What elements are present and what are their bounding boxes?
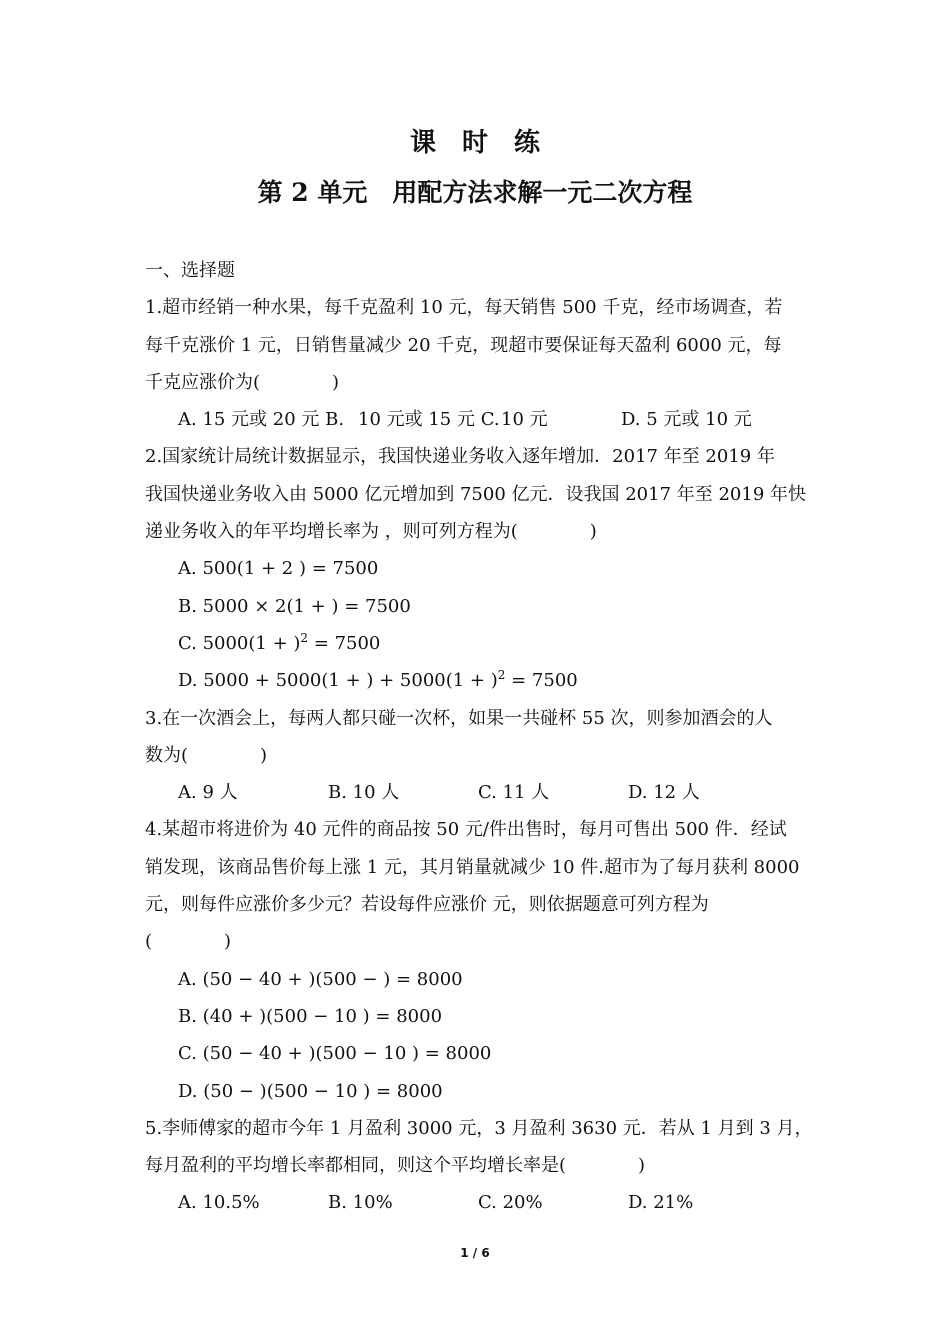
question-5-options (145, 1184, 810, 1221)
option-b: B. 10 人 (328, 782, 400, 804)
option-b: B. (40 + )(500 − 10 ) = 8000 (178, 1005, 443, 1027)
question-5-line-2: 每月盈利的平均增长率都相同，则这个平均增长率是( ) (145, 1155, 646, 1177)
option-c (145, 625, 810, 662)
section-heading: 一、选择题 (145, 260, 235, 281)
page-title: 课时练 (409, 128, 566, 158)
question-4-line-1: 4.某超市将进价为 40 元件的商品按 50 元/件出售时，每月可售出 500 件．经试 (145, 819, 787, 841)
option-c-text: C. 5000(1 + ) (178, 632, 301, 654)
question-1-line-3: 千克应涨价为( ) (145, 371, 340, 393)
option-a: A. 10.5% (178, 1192, 260, 1214)
option-a: A. 500(1 + 2 ) = 7500 (178, 558, 379, 580)
page-subtitle: 第 2 单元 用配方法求解一元二次方程 (257, 178, 693, 207)
option-d (145, 662, 810, 699)
option-d-text: D. 5000 + 5000(1 + ) + 5000(1 + ) (178, 670, 498, 692)
question-1-options (145, 401, 810, 438)
question-list (145, 252, 813, 1222)
question-4-line-2: 销发现，该商品售价每上涨 1 元，其月销量就减少 10 件.超市为了每月获利 8000 (145, 856, 800, 878)
option-d: D. (50 − )(500 − 10 ) = 8000 (178, 1080, 443, 1102)
option-d: D. 12 人 (628, 782, 700, 804)
option-b: B. 10% (328, 1192, 393, 1214)
option-a: A. (50 − 40 + )(500 − ) = 8000 (178, 968, 463, 990)
option-d: D. 5 元或 10 元 (621, 409, 752, 431)
question-3-options (145, 774, 810, 811)
option-b: B. 5000 × 2(1 + ) = 7500 (178, 595, 411, 617)
question-1-line-1: 1.超市经销一种水果，每千克盈利 10 元，每天销售 500 千克，经市场调查，若 (145, 297, 783, 319)
option-a: A. 15 元或 20 元 B. (178, 409, 345, 431)
question-1-line-2: 每千克涨价 1 元，日销售量减少 20 千克，现超市要保证每天盈利 6000 元，每 (145, 334, 782, 356)
option-c: C. 11 人 (478, 782, 550, 804)
question-2-line-3: 递业务收入的年平均增长率为 ，则可列方程为( ) (145, 521, 597, 543)
option-d: D. 21% (628, 1192, 694, 1214)
question-5-line-1: 5.李师傅家的超市今年 1 月盈利 3000 元，3 月盈利 3630 元．若从 1 月到 3 月， (145, 1117, 813, 1139)
question-4-line-4: ( ) (145, 931, 232, 953)
exponent: 2 (497, 668, 506, 683)
option-c-tail: = 7500 (308, 632, 381, 654)
question-2-line-2: 我国快递业务收入由 5000 亿元增加到 7500 亿元．设我国 2017 年至 2019 年快 (145, 483, 807, 505)
question-3-line-2: 数为( ) (145, 744, 268, 766)
option-c: 10 元 (501, 409, 548, 431)
option-b: 10 元或 15 元 C. (358, 409, 500, 431)
question-4-line-3: 元，则每件应涨价多少元？若设每件应涨价 元，则依据题意可列方程为 (145, 894, 709, 916)
option-d-tail: = 7500 (505, 670, 578, 692)
exponent: 2 (300, 630, 309, 645)
page-number: 1 / 6 (460, 1246, 490, 1260)
question-3-line-1: 3.在一次酒会上，每两人都只碰一次杯，如果一共碰杯 55 次，则参加酒会的人 (145, 707, 773, 729)
option-c: C. (50 − 40 + )(500 − 10 ) = 8000 (178, 1043, 492, 1065)
option-a: A. 9 人 (178, 782, 238, 804)
question-2-line-1: 2.国家统计局统计数据显示，我国快递业务收入逐年增加．2017 年至 2019 年 (145, 446, 775, 468)
option-c: C. 20% (478, 1192, 543, 1214)
